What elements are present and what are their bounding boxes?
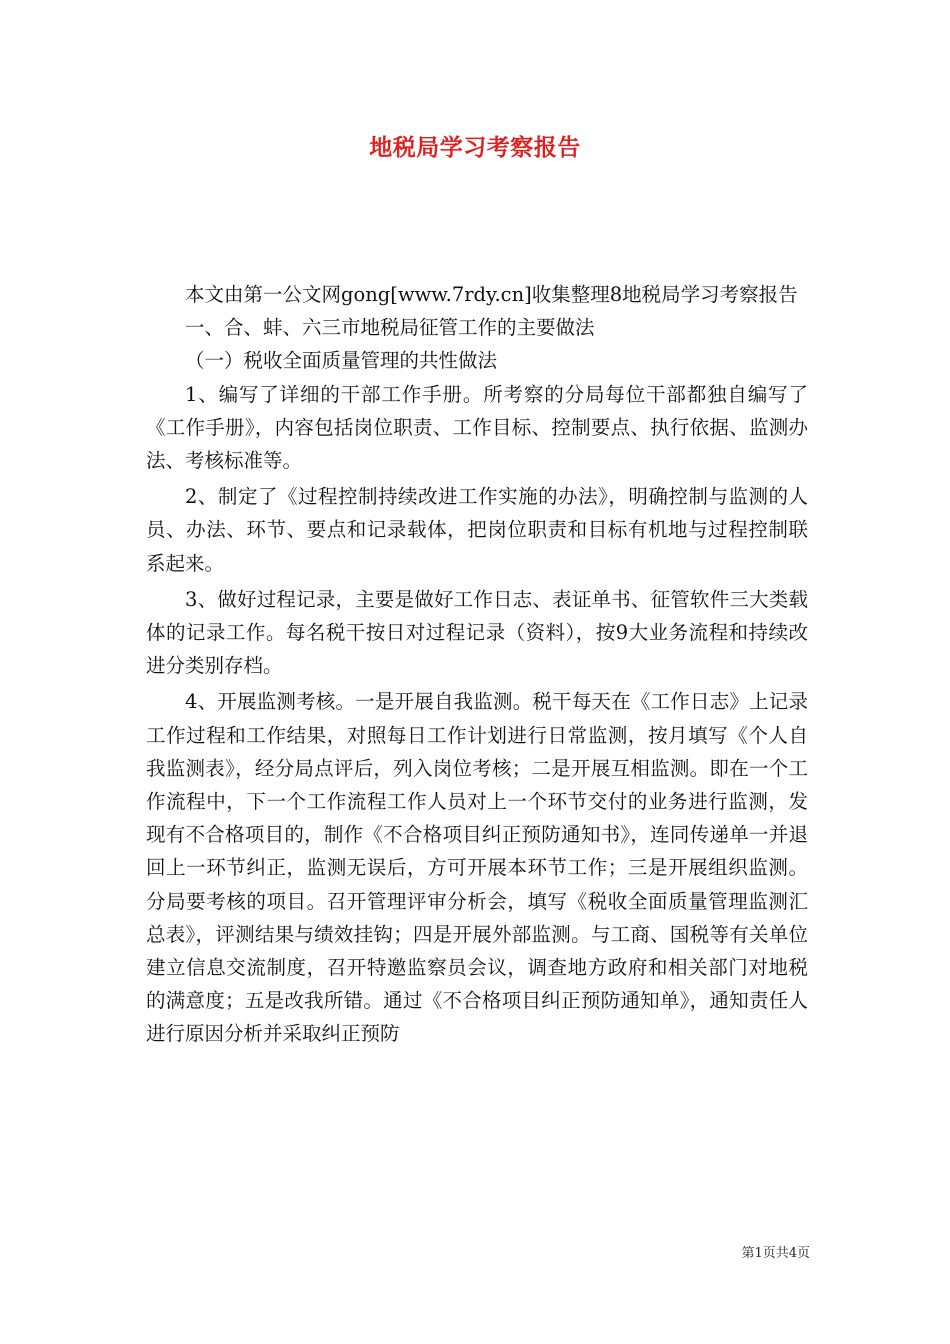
paragraph-item-1: 1、编写了详细的干部工作手册。所考察的分局每位干部都独自编写了《工作手册》，内容包括岗位职责、工作目标、控制要点、执行依据、监测办法、考核标准等。 [146,382,808,473]
document-body [146,278,808,1051]
page-number-indicator: 第1页共4页 [741,1246,810,1261]
paragraph-subsection-heading: （一）税收全面质量管理的共性做法 [185,349,498,373]
paragraph-item-4: 4、开展监测考核。一是开展自我监测。税干每天在《工作日志》上记录工作过程和工作结果，对照每日工作计划进行日常监测，按月填写《个人自我监测表》，经分局点评后，列入岗位考核；二是开展互相监测。即在一个工作流程中，下一个工作流程工作人员对上一个环节交付的业务进行监测，发现有不合格项目的，制作《不合格项目纠正预防通知书》，连同传递单一并退回上一环节纠正，监测无误后，方可开展本环节工作；三是开展组织监测。分局要考核的项目。召开管理评审分析会，填写《税收全面质量管理监测汇总表》，评测结果与绩效挂钩；四是开展外部监测。与工商、国税等有关单位建立信息交流制度，召开特邀监察员会议，调查地方政府和相关部门对地税的满意度；五是改我所错。通过《不合格项目纠正预防通知单》，通知责任人进行原因分析并采取纠正预防 [146,690,808,1046]
paragraph-intro: 本文由第一公文网gong[www.7rdy.cn]收集整理8地税局学习考察报告 [185,283,798,306]
paragraph-section-heading: 一、合、蚌、六三市地税局征管工作的主要做法 [185,316,595,340]
paragraph-item-3: 3、做好过程记录，主要是做好工作日志、表证单书、征管软件三大类载体的记录工作。每名税干按日对过程记录（资料），按9大业务流程和持续改进分类别存档。 [146,587,808,678]
paragraph-item-2: 2、制定了《过程控制持续改进工作实施的办法》，明确控制与监测的人员、办法、环节、要点和记录载体，把岗位职责和目标有机地与过程控制联系起来。 [146,485,808,575]
document-title: 地税局学习考察报告 [369,134,581,161]
